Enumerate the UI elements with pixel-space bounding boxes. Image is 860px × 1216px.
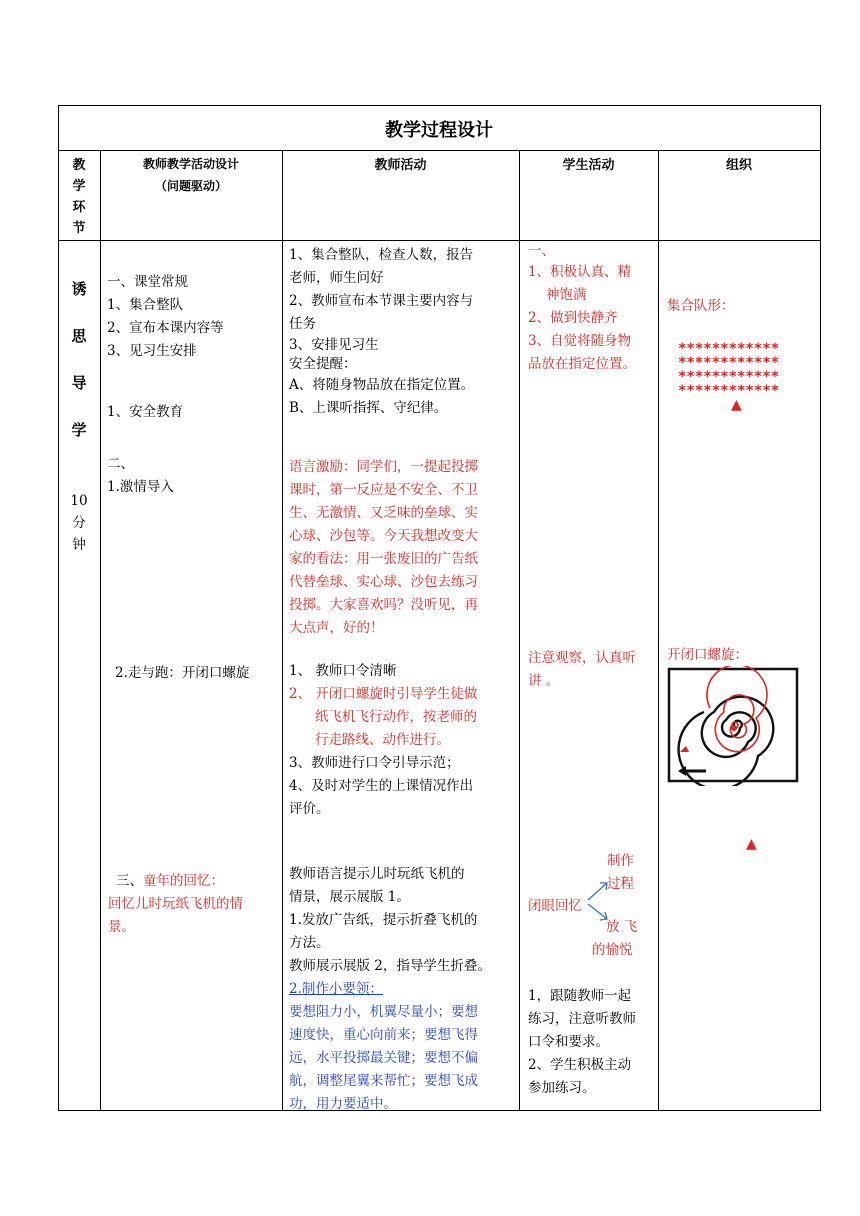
- teacher-run-line: 1、 教师口令清晰: [289, 663, 397, 679]
- teacher-run-line: 评价。: [289, 801, 330, 817]
- title-row-border: [58, 150, 821, 151]
- header-design: [100, 153, 282, 197]
- teacher-motivate-line: 投掷。大家喜欢吗？没听见，再: [289, 597, 478, 613]
- header-stage: [58, 155, 100, 239]
- student-practice-line: 口令和要求。: [528, 1034, 609, 1050]
- col-divider-4: [658, 150, 659, 1111]
- student-recall: 闭眼回忆: [528, 898, 582, 914]
- formation-label: 集合队形：: [667, 298, 735, 314]
- student-observe-line: 注意观察，认真听: [528, 650, 636, 666]
- header-stage-char: 环: [72, 200, 86, 215]
- student-branch-line: 的愉悦: [592, 942, 633, 958]
- student-s1-item: 2、做到快静齐: [528, 310, 618, 326]
- star-row: ************: [678, 383, 780, 399]
- teacher-line: 2、教师宣布本节课主要内容与: [289, 293, 474, 309]
- student-practice-line: 2、学生积极主动: [528, 1057, 632, 1073]
- header-stage-char: 教: [72, 158, 86, 173]
- teacher-run-line: 行走路线、动作进行。: [315, 732, 450, 748]
- teacher-motivate-line: 课时，第一反应是不安全、不卫: [289, 482, 478, 498]
- student-observe: [528, 647, 656, 693]
- header-org: 组织: [725, 158, 752, 173]
- design-s2-title: 二、: [107, 456, 134, 472]
- teacher-position-icon: ▲: [731, 397, 742, 413]
- stage-name: [58, 266, 100, 454]
- header-row-border: [58, 240, 821, 241]
- star-row: ************: [678, 369, 780, 385]
- teacher-block1: [289, 244, 517, 420]
- teacher-tips-title: 2.制作小要领：: [289, 981, 383, 997]
- student-s1-title: 一、: [528, 243, 555, 259]
- design-run: 2.走与跑：开闭口螺旋: [115, 665, 250, 681]
- student-practice: [528, 985, 656, 1100]
- teacher-safety-line: A、将随身物品放在指定位置。: [289, 377, 475, 393]
- teacher-line: 3、安排见习生: [289, 337, 379, 353]
- design-section1: [107, 271, 279, 363]
- teacher-motivate-line: 语言激励：同学们，一提起投掷: [289, 459, 478, 475]
- teacher-plane-line: 方法。: [289, 935, 330, 951]
- teacher-plane-line: 1.发放广告纸，提示折叠飞机的: [289, 912, 478, 928]
- student-practice-line: 参加练习。: [528, 1080, 596, 1096]
- table-left-border: [58, 105, 59, 1111]
- teacher-motivate-line: 心球、沙包等。今天我想改变大: [289, 528, 478, 544]
- table-top-border: [58, 105, 821, 106]
- star-row: ************: [678, 355, 780, 371]
- teacher-safety-line: B、上课听指挥、守纪律。: [289, 400, 448, 416]
- header-teacher: 教师活动: [374, 158, 427, 173]
- teacher-line: 任务: [289, 316, 316, 332]
- design-s3-prefix: 三、: [116, 873, 143, 889]
- design-s1-item: 3、见习生安排: [107, 343, 197, 359]
- stage-char: 思: [71, 327, 87, 345]
- teacher-run-line: 纸飞机飞行动作，按老师的: [315, 709, 477, 725]
- col-divider-1: [100, 150, 101, 1111]
- spiral-diagram: [666, 666, 802, 786]
- design-s1-item: 2、宣布本课内容等: [107, 320, 224, 336]
- teacher-motivation: [289, 456, 517, 640]
- teacher-run-line: 2、 开闭口螺旋时引导学生徒做: [289, 686, 478, 702]
- teacher-line: 老师，师生问好: [289, 270, 384, 286]
- recall-branch-arrows: [585, 875, 615, 925]
- page-title: 教学过程设计: [385, 120, 493, 141]
- header-stage-char: 节: [72, 221, 86, 236]
- spiral-label: 开闭口螺旋：: [667, 647, 748, 663]
- teacher-plane-line: 教师展示展版 2，指导学生折叠。: [289, 958, 491, 974]
- teacher-tip-line: 功，用力要适中。: [289, 1096, 397, 1112]
- teacher-safety-title: 安全提醒：: [289, 356, 357, 372]
- stage-char: 诱: [71, 280, 87, 298]
- header-design-line1: 教师教学活动设计: [142, 157, 239, 171]
- design-section3: [108, 870, 280, 939]
- student-branch-line: 制作: [607, 853, 634, 869]
- student-observe-line: 讲 。: [528, 673, 560, 689]
- teacher-motivate-line: 大点声，好的！: [289, 620, 384, 636]
- student-s1-item: 品放在指定位置。: [528, 356, 636, 372]
- design-s1-item: 1、集合整队: [107, 297, 184, 313]
- student-practice-line: 1，跟随教师一起: [528, 988, 632, 1004]
- col-divider-2: [282, 150, 283, 1111]
- design-section2: [107, 453, 174, 499]
- teacher-plane-line: 教师语言提示儿时玩纸飞机的: [289, 866, 465, 882]
- design-safety: 1、安全教育: [107, 404, 184, 420]
- student-s1-item: 1、积极认真、精: [528, 264, 632, 280]
- stage-time-unit: 分: [72, 515, 86, 531]
- teacher-tip-line: 要想阻力小，机翼尽量小；要想: [289, 1004, 478, 1020]
- design-s1-title: 一、课堂常规: [107, 274, 188, 290]
- teacher-plane-block: [289, 863, 517, 1116]
- student-s1-item: 3、自觉将随身物: [528, 333, 632, 349]
- stage-char: 导: [71, 374, 87, 392]
- design-s3-desc: 回忆儿时玩纸飞机的情: [108, 896, 243, 912]
- design-s2-item: 1.激情导入: [107, 479, 174, 495]
- teacher-motivate-line: 代替垒球、实心球、沙包去练习: [289, 574, 478, 590]
- stage-time-num: 10: [70, 493, 88, 509]
- table-right-border: [820, 105, 821, 1111]
- student-branch-line: 放 飞: [606, 919, 638, 935]
- teacher-line: 1、集合整队，检查人数，报告: [289, 247, 474, 263]
- teacher-motivate-line: 生、无激情、又乏味的垒球、实: [289, 505, 478, 521]
- col-divider-3: [519, 150, 520, 1111]
- teacher-tip-line: 航，调整尾翼来帮忙；要想飞成: [289, 1073, 478, 1089]
- formation-stars: [678, 342, 779, 398]
- teacher-tip-line: 速度快，重心向前来；要想飞得: [289, 1027, 478, 1043]
- teacher-run-block: [289, 660, 517, 821]
- teacher-plane-line: 情景，展示展版 1。: [289, 889, 410, 905]
- student-block1: [528, 242, 656, 376]
- teacher-run-line: 3、教师进行口令引导示范；: [289, 755, 460, 771]
- student-branch-line: 过程: [607, 876, 634, 892]
- star-row: ************: [678, 341, 780, 357]
- header-stage-char: 学: [72, 179, 86, 194]
- teacher-tip-line: 远，水平投掷最关键；要想不偏: [289, 1050, 478, 1066]
- header-design-line2: （问题驱动）: [154, 179, 227, 193]
- stage-time-unit: 钟: [72, 537, 86, 553]
- stage-char: 学: [71, 421, 87, 439]
- header-student: 学生活动: [562, 158, 615, 173]
- teacher-position-icon-2: ▲: [746, 836, 757, 852]
- teacher-run-line: 4、及时对学生的上课情况作出: [289, 778, 474, 794]
- design-s3-desc: 景。: [108, 919, 135, 935]
- design-s3-title: 童年的回忆：: [143, 873, 224, 889]
- student-practice-line: 练习，注意听教师: [528, 1011, 636, 1027]
- student-s1-item: 神饱满: [546, 287, 587, 303]
- stage-time: [58, 490, 100, 556]
- teacher-motivate-line: 家的看法：用一张废旧的广告纸: [289, 551, 478, 567]
